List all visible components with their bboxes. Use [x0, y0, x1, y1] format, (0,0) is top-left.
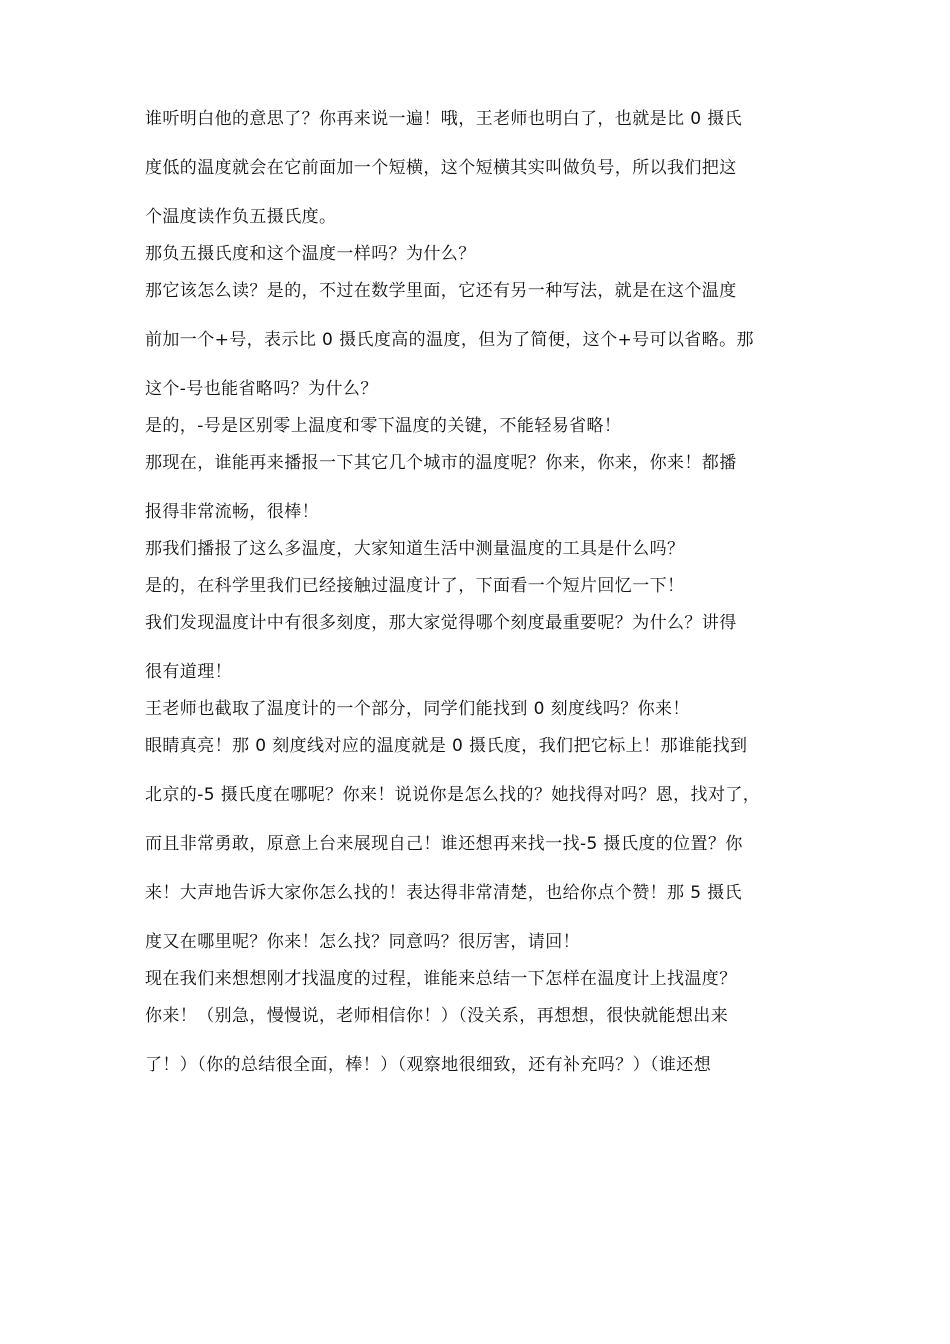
text-line: 度低的温度就会在它前面加一个短横，这个短横其实叫做负号，所以我们把这 — [145, 158, 737, 178]
text-line: 是的，在科学里我们已经接触过温度计了，下面看一个短片回忆一下！ — [145, 576, 685, 596]
text-line: 现在我们来想想刚才找温度的过程，谁能来总结一下怎样在温度计上找温度？ — [145, 969, 737, 989]
text-line: 那现在，谁能再来播报一下其它几个城市的温度呢？你来，你来，你来！都播 — [145, 453, 737, 473]
text-line: 谁听明白他的意思了？你再来说一遍！哦，王老师也明白了，也就是比 0 摄氏 — [145, 109, 743, 129]
text-line: 报得非常流畅，很棒！ — [145, 502, 319, 522]
text-line: 很有道理！ — [145, 662, 232, 682]
document-body — [145, 110, 825, 1075]
text-line: 我们发现温度计中有很多刻度，那大家觉得哪个刻度最重要呢？为什么？讲得 — [145, 613, 737, 633]
text-line: 王老师也截取了温度计的一个部分，同学们能找到 0 刻度线吗？你来！ — [145, 699, 690, 719]
text-line: 眼睛真亮！那 0 刻度线对应的温度就是 0 摄氏度，我们把它标上！那谁能找到 — [145, 736, 748, 756]
text-line: 那它该怎么读？是的，不过在数学里面，它还有另一种写法，就是在这个温度 — [145, 281, 737, 301]
text-line: 来！大声地告诉大家你怎么找的！表达得非常清楚，也给你点个赞！那 5 摄氏 — [145, 883, 743, 903]
text-line: 度又在哪里呢？你来！怎么找？同意吗？很厉害，请回！ — [145, 932, 580, 952]
text-line: 了！）（你的总结很全面，棒！）（观察地很细致，还有补充吗？）（谁还想 — [145, 1055, 712, 1075]
text-line: 那我们播报了这么多温度，大家知道生活中测量温度的工具是什么吗？ — [145, 539, 685, 559]
text-line: 北京的-5 摄氏度在哪呢？你来！说说你是怎么找的？她找得对吗？恩，找对了， — [145, 785, 761, 805]
text-line: 你来！（别急，慢慢说，老师相信你！）（没关系，再想想，很快就能想出来 — [145, 1006, 729, 1026]
text-line: 那负五摄氏度和这个温度一样吗？为什么？ — [145, 244, 476, 264]
text-line: 是的，-号是区别零上温度和零下温度的关键，不能轻易省略！ — [145, 416, 622, 436]
text-line: 前加一个+号，表示比 0 摄氏度高的温度，但为了简便，这个+号可以省略。那 — [145, 330, 754, 350]
text-line: 这个-号也能省略吗？为什么？ — [145, 379, 378, 399]
text-line: 而且非常勇敢，原意上台来展现自己！谁还想再来找一找-5 摄氏度的位置？你 — [145, 834, 743, 854]
text-line: 个温度读作负五摄氏度。 — [145, 207, 337, 227]
